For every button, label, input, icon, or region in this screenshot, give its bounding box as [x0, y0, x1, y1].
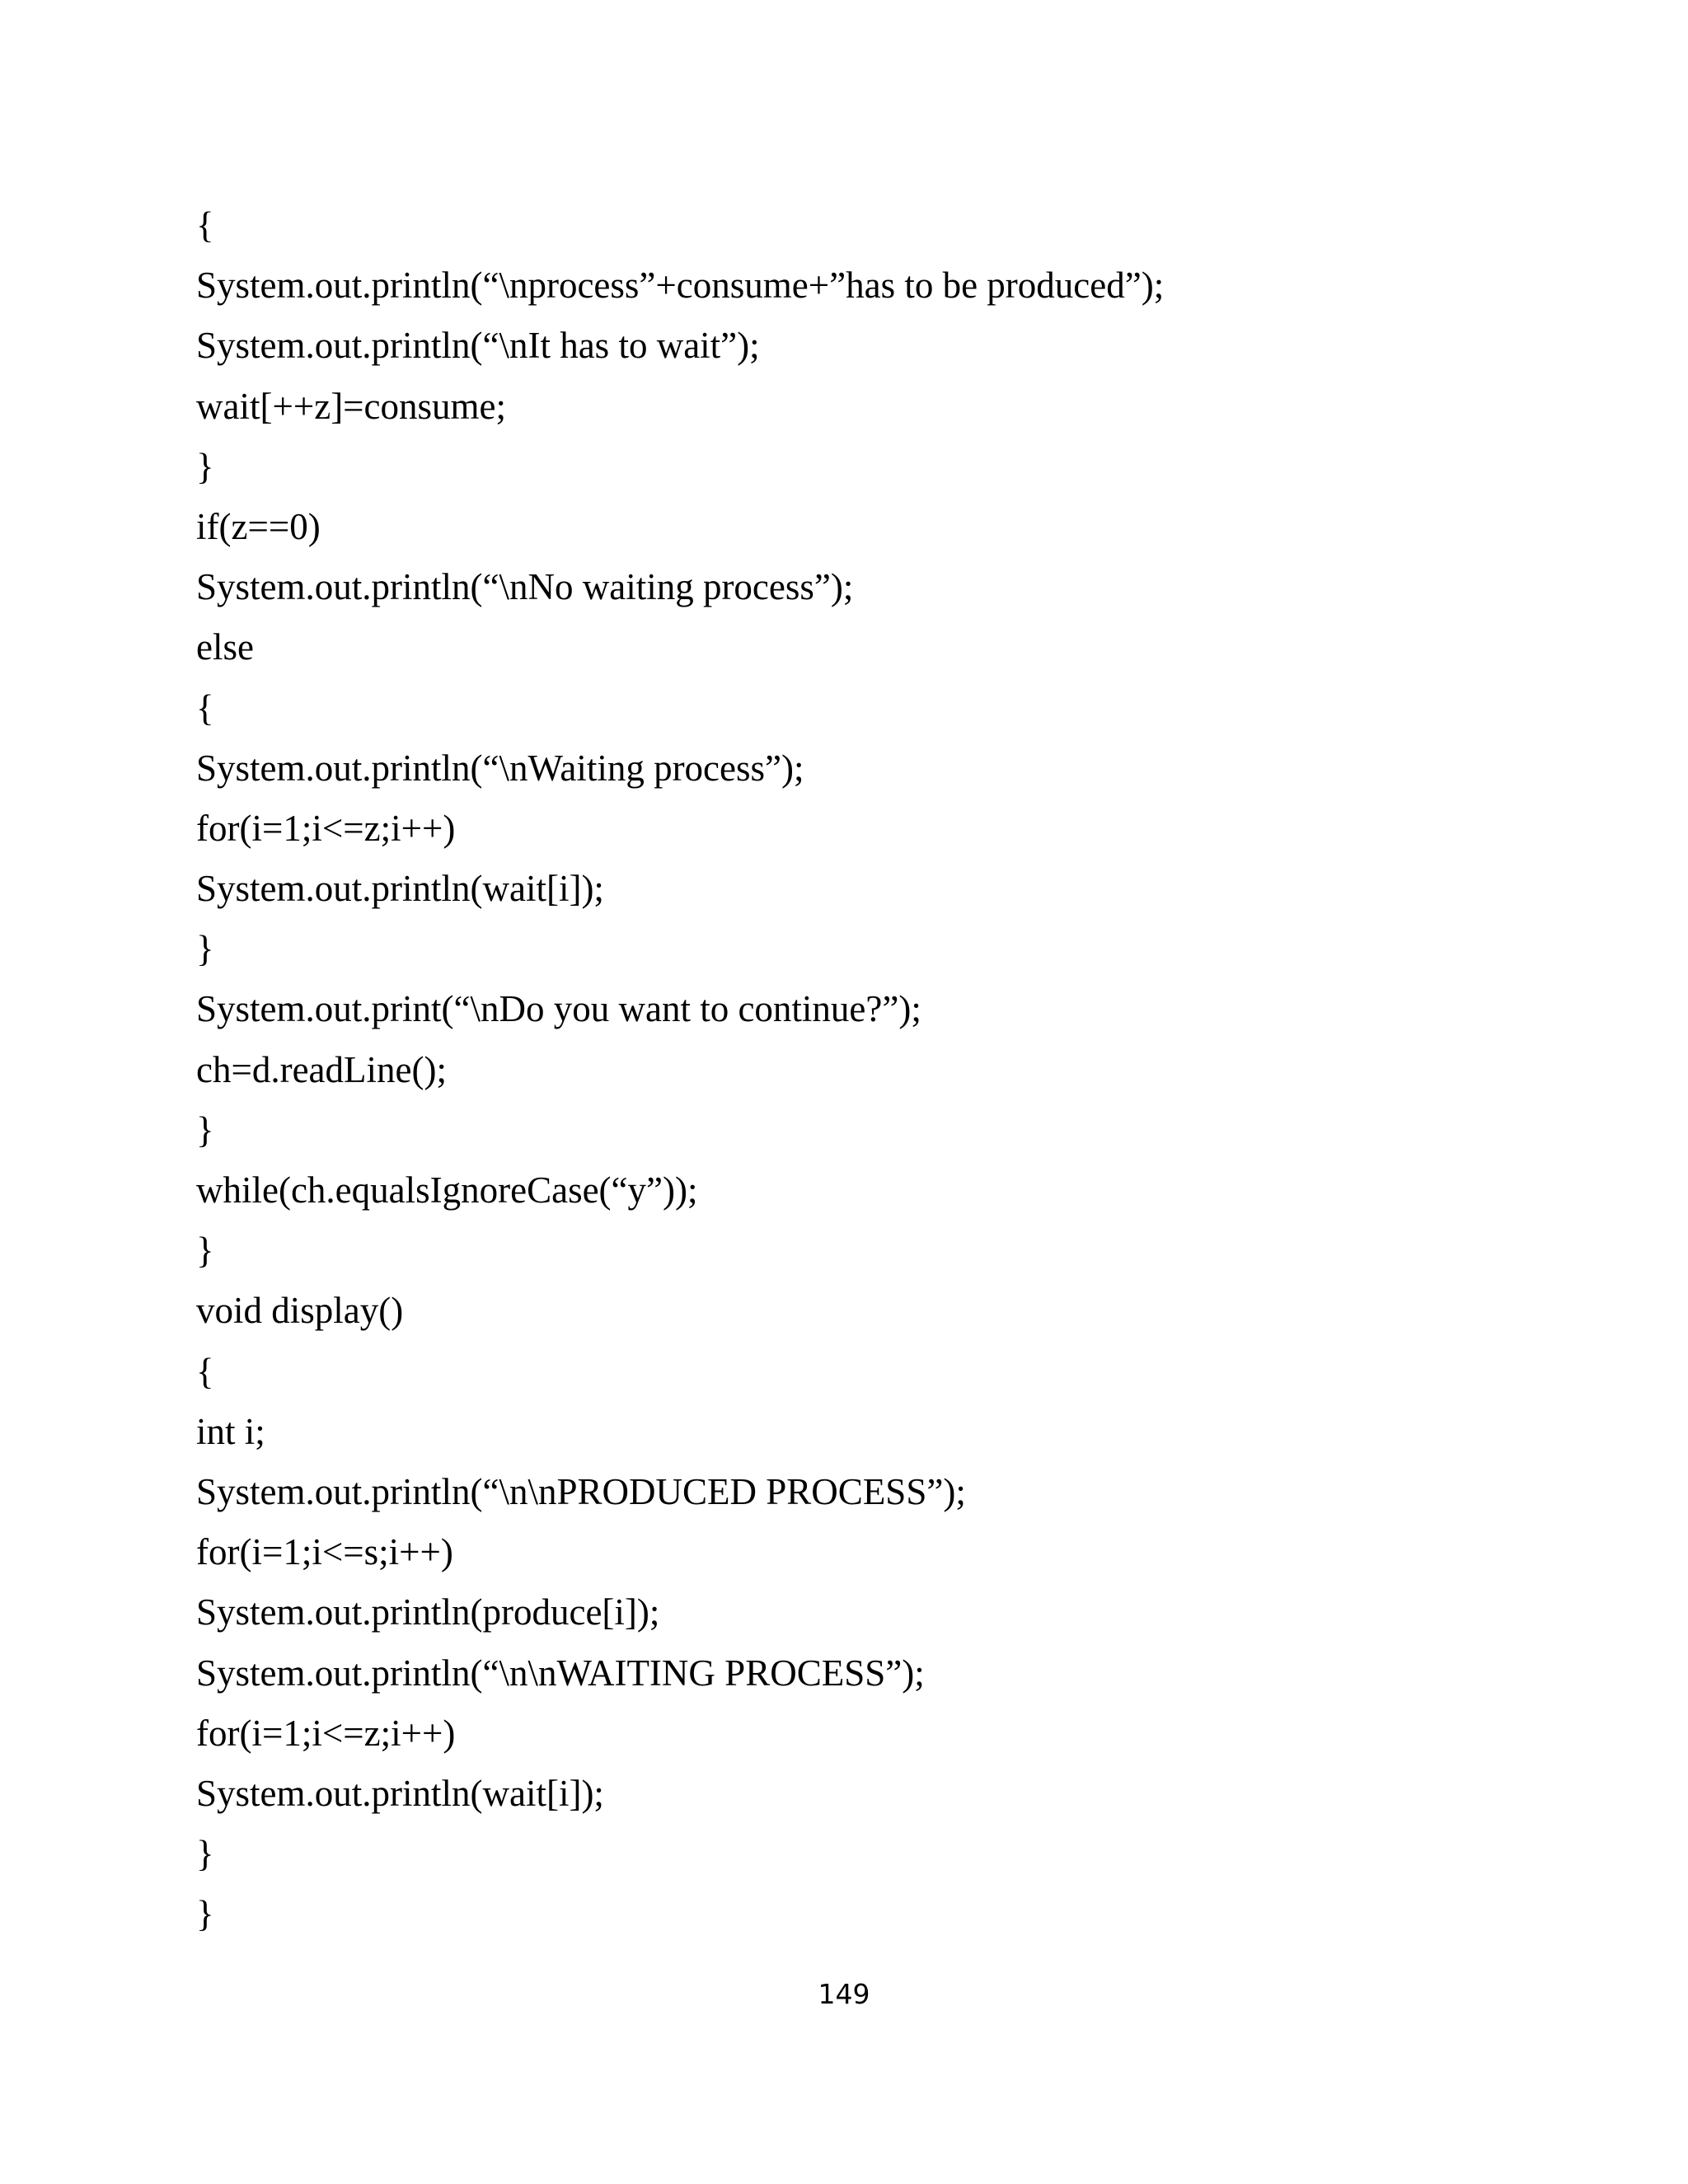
- code-line: else: [196, 626, 254, 668]
- code-line: System.out.println(“\nNo waiting process”);: [196, 566, 854, 608]
- code-line: System.out.print(“\nDo you want to continue?”);: [196, 988, 921, 1030]
- code-line: System.out.println(wait[i]);: [196, 1772, 604, 1814]
- code-line: }: [196, 928, 214, 970]
- code-line: for(i=1;i<=s;i++): [196, 1531, 453, 1573]
- code-line: System.out.println(“\n\nWAITING PROCESS”);: [196, 1652, 925, 1694]
- code-line: System.out.println(“\nWaiting process”);: [196, 747, 804, 789]
- code-line: }: [196, 1108, 214, 1151]
- code-line: while(ch.equalsIgnoreCase(“y”));: [196, 1169, 698, 1211]
- code-line: for(i=1;i<=z;i++): [196, 807, 456, 849]
- code-line: }: [196, 1833, 214, 1875]
- code-line: {: [196, 204, 214, 246]
- code-line: System.out.println(wait[i]);: [196, 868, 604, 910]
- code-line: System.out.println(“\nprocess”+consume+”has to be produced”);: [196, 265, 1165, 307]
- code-line: System.out.println(produce[i]);: [196, 1591, 660, 1633]
- code-line: ch=d.readLine();: [196, 1048, 447, 1090]
- page-number: 149: [818, 1978, 870, 2010]
- code-line: void display(): [196, 1290, 404, 1332]
- code-line: int i;: [196, 1410, 265, 1452]
- code-listing: [196, 195, 1164, 1944]
- code-line: }: [196, 1893, 214, 1935]
- code-line: if(z==0): [196, 505, 321, 547]
- code-line: }: [196, 1230, 214, 1272]
- code-line: for(i=1;i<=z;i++): [196, 1712, 456, 1754]
- code-line: {: [196, 1350, 214, 1392]
- code-line: {: [196, 687, 214, 729]
- code-line: System.out.println(“\nIt has to wait”);: [196, 325, 760, 367]
- code-line: wait[++z]=consume;: [196, 385, 507, 427]
- code-line: }: [196, 445, 214, 487]
- code-line: System.out.println(“\n\nPRODUCED PROCESS”);: [196, 1470, 966, 1512]
